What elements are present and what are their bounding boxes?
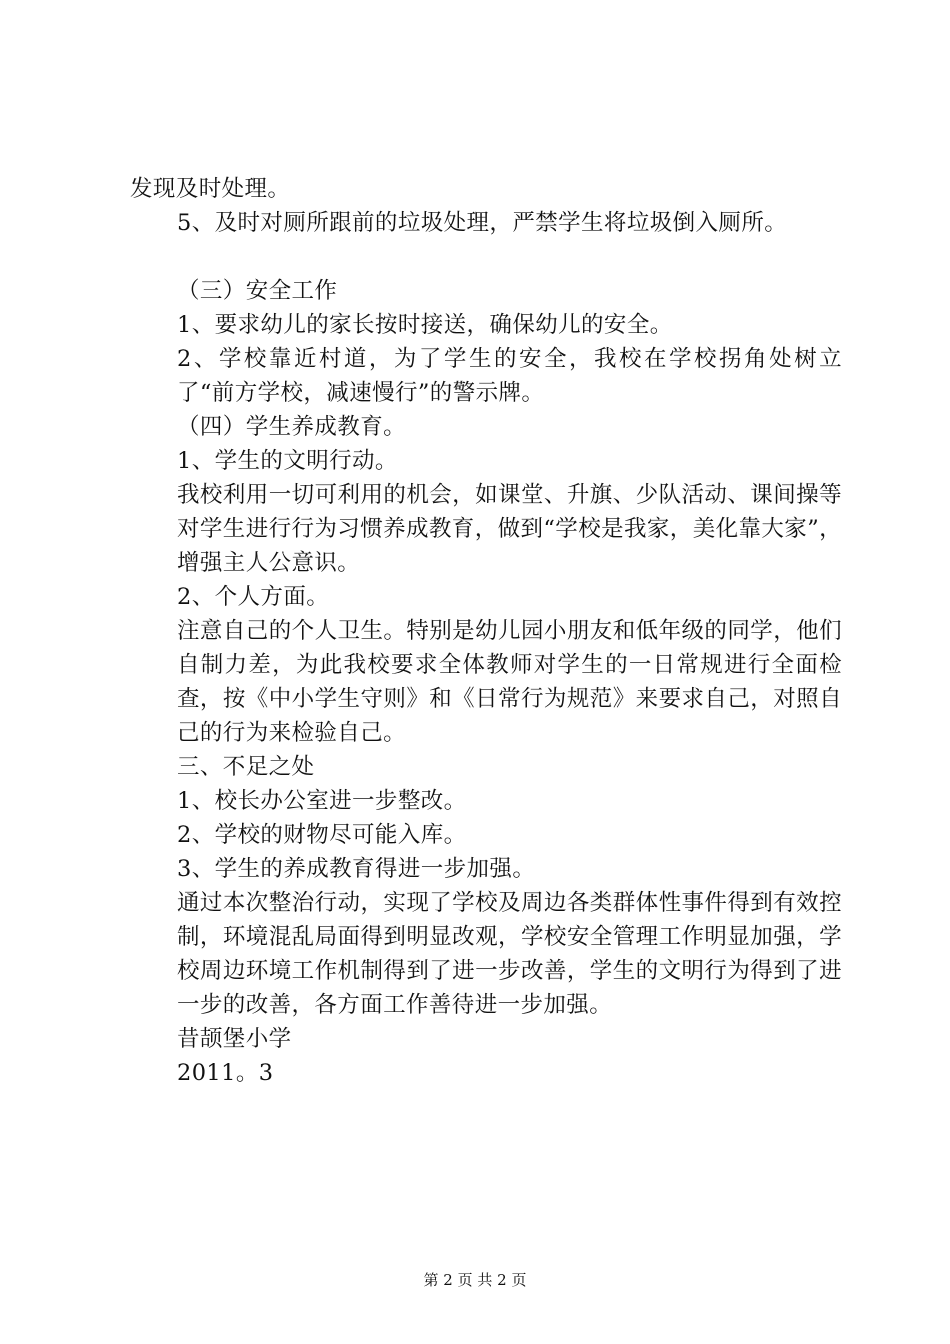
signature-date: 2011。3 bbox=[177, 1060, 274, 1086]
paragraph: 1、校长办公室进一步整改。 bbox=[177, 788, 467, 814]
paragraph: 注意自己的个人卫生。特别是幼儿园小朋友和低年级的同学，他们自制力差，为此我校要求全体教师对学生的一日常规进行全面检查，按《中小学生守则》和《日常行为规范》来要求自己，对照自己的行为来检验自己。 bbox=[177, 618, 842, 746]
paragraph: 2、个人方面。 bbox=[177, 584, 330, 610]
page-number: 第 2 页 共 2 页 bbox=[423, 1271, 527, 1289]
paragraph: 3、学生的养成教育得进一步加强。 bbox=[177, 856, 536, 882]
section-heading: （三）安全工作 bbox=[177, 278, 338, 304]
document-body bbox=[130, 172, 842, 1090]
paragraph: 2、学校靠近村道，为了学生的安全，我校在学校拐角处树立了“前方学校，减速慢行”的警示牌。 bbox=[177, 346, 842, 406]
paragraph: 我校利用一切可利用的机会，如课堂、升旗、少队活动、课间操等对学生进行行为习惯养成教育，做到“学校是我家，美化靠大家”，增强主人公意识。 bbox=[177, 482, 843, 576]
page-footer bbox=[0, 1270, 950, 1290]
signature-school: 昔颉堡小学 bbox=[177, 1026, 292, 1052]
section-heading: （四）学生养成教育。 bbox=[177, 414, 407, 440]
paragraph: 2、学校的财物尽可能入库。 bbox=[177, 822, 467, 848]
paragraph: 1、要求幼儿的家长按时接送，确保幼儿的安全。 bbox=[177, 312, 673, 338]
paragraph: 1、学生的文明行动。 bbox=[177, 448, 398, 474]
paragraph: 发现及时处理。 bbox=[130, 176, 291, 202]
section-heading: 三、不足之处 bbox=[177, 754, 315, 780]
paragraph: 5、及时对厕所跟前的垃圾处理，严禁学生将垃圾倒入厕所。 bbox=[177, 210, 788, 236]
paragraph: 通过本次整治行动，实现了学校及周边各类群体性事件得到有效控制，环境混乱局面得到明显改观，学校安全管理工作明显加强，学校周边环境工作机制得到了进一步改善，学生的文明行为得到了进一步的改善，各方面工作善待进一步加强。 bbox=[177, 890, 842, 1018]
